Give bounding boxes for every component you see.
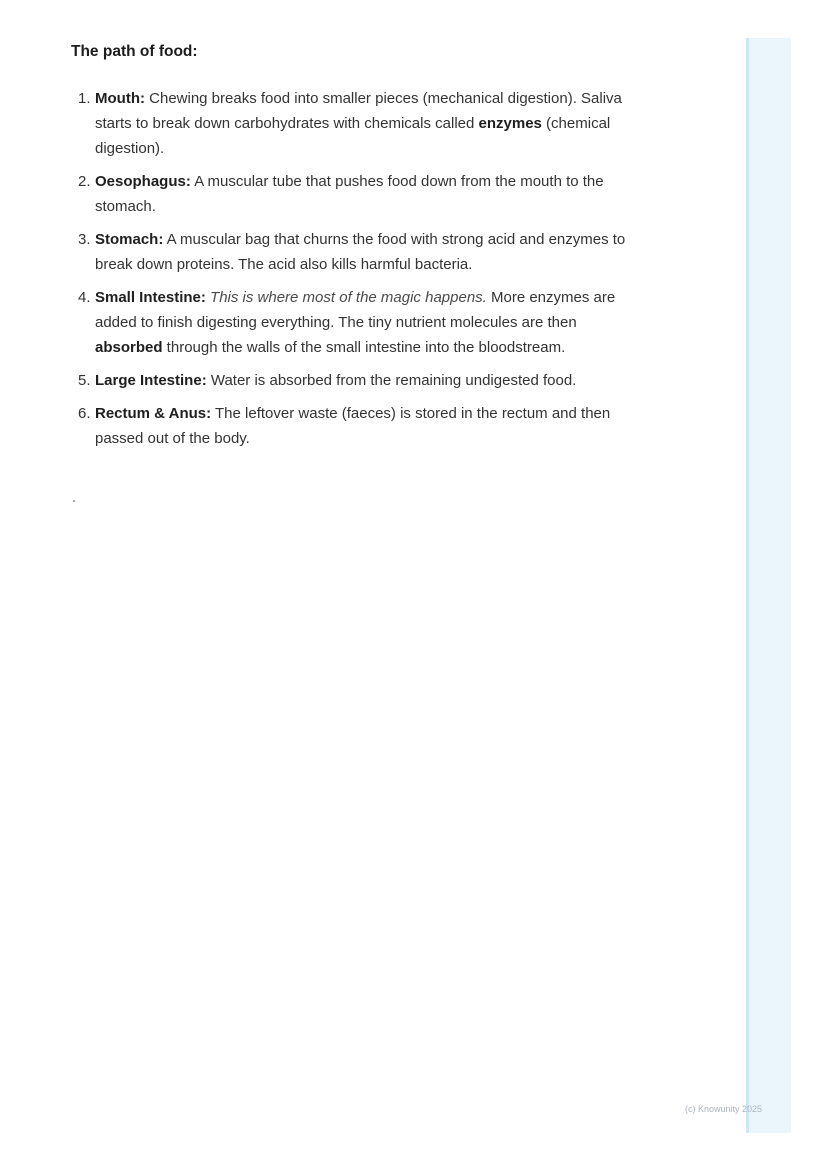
step-description: More enzymes are added to finish digesting everything. The tiny nutrient molecules are then: [95, 289, 616, 331]
step-title: Large Intestine:: [95, 372, 207, 389]
step-description: A muscular bag that churns the food with strong acid and enzymes to break down proteins. The acid also kills harmful bacteria.: [95, 231, 626, 273]
step-title: Rectum & Anus:: [95, 405, 212, 422]
keyword-enzymes: enzymes: [478, 115, 542, 132]
step-text: [95, 227, 638, 277]
keyword-absorbed: absorbed: [95, 339, 163, 356]
step-rectum-anus: [78, 401, 638, 451]
step-text: [95, 401, 638, 451]
step-number: 5.: [78, 372, 91, 389]
section-heading: The path of food:: [71, 43, 198, 60]
step-description: The leftover waste (faeces) is stored in the rectum and then passed out of the body.: [95, 405, 611, 447]
step-number: 1.: [78, 90, 91, 107]
step-text: [95, 169, 638, 219]
step-text: [95, 368, 638, 393]
copyright-footer: (c) Knowunity 2025: [685, 1104, 763, 1114]
step-large-intestine: [78, 368, 638, 393]
step-number: 2.: [78, 173, 91, 190]
step-text: [95, 86, 638, 161]
step-description-end: (chemical digestion).: [95, 115, 611, 157]
step-description: Water is absorbed from the remaining undigested food.: [206, 372, 577, 389]
step-description: A muscular tube that pushes food down from the mouth to the stomach.: [95, 173, 604, 215]
step-stomach: [78, 227, 638, 277]
step-mouth: [78, 86, 638, 161]
step-emphasis: This is where most of the magic happens.: [205, 289, 487, 306]
step-title: Stomach:: [95, 231, 164, 248]
step-description-end: through the walls of the small intestine into the bloodstream.: [162, 339, 566, 356]
step-oesophagus: [78, 169, 638, 219]
step-title: Oesophagus:: [95, 173, 191, 190]
digestion-steps-list: [78, 86, 638, 459]
step-text: [95, 285, 638, 360]
side-margin-panel: [746, 38, 791, 1133]
stray-mark: [73, 500, 75, 502]
step-small-intestine: [78, 285, 638, 360]
step-number: 3.: [78, 231, 91, 248]
step-number: 4.: [78, 289, 91, 306]
step-description: Chewing breaks food into smaller pieces (mechanical digestion). Saliva starts to break down carbohydrates with chemicals called: [95, 90, 622, 132]
step-title: Mouth:: [95, 90, 145, 107]
step-number: 6.: [78, 405, 91, 422]
step-title: Small Intestine:: [95, 289, 206, 306]
